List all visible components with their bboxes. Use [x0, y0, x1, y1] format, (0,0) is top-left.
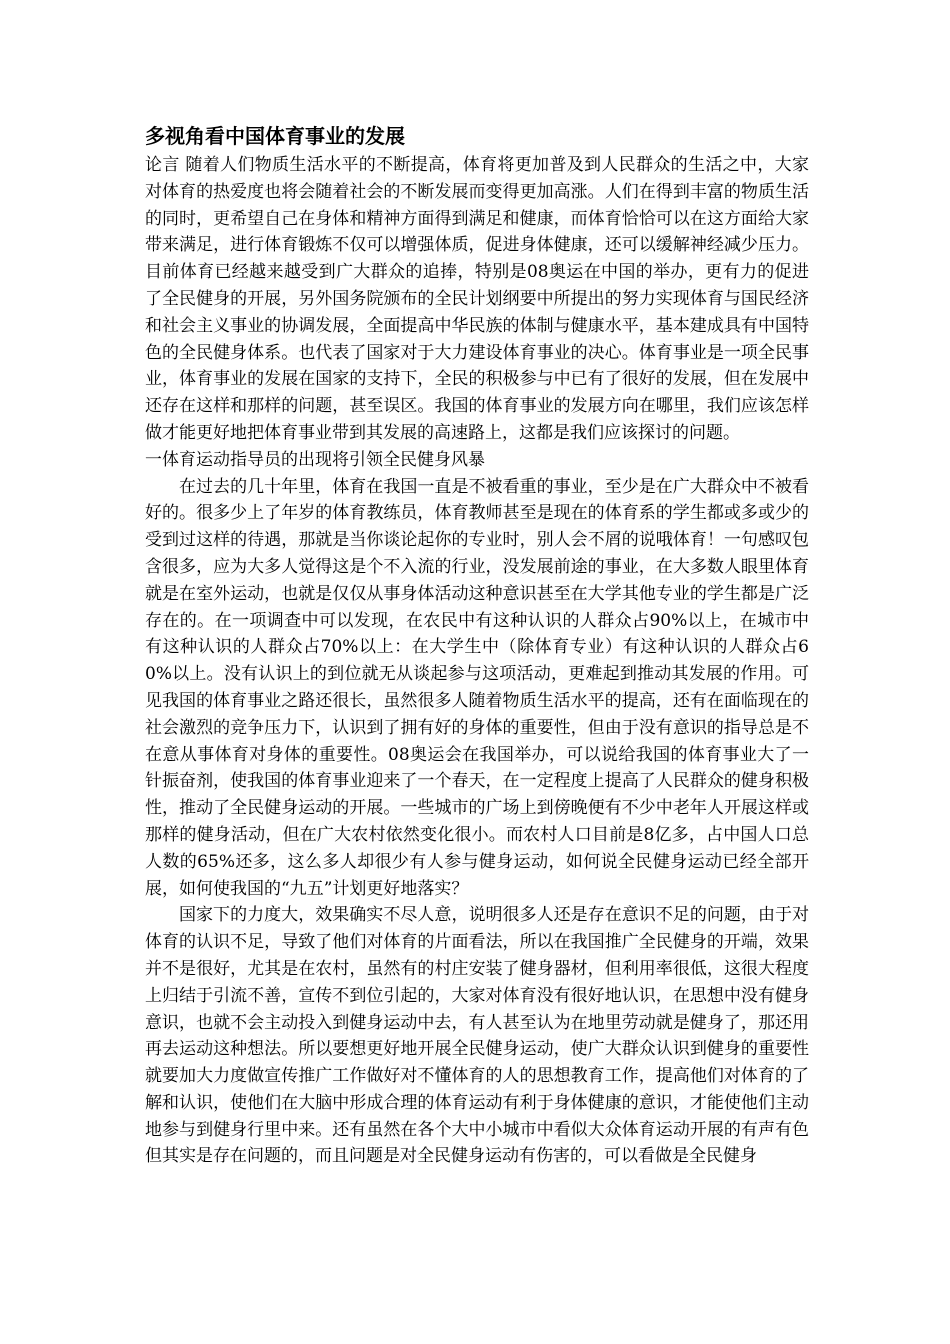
body-paragraph-1: 在过去的几十年里，体育在我国一直是不被看重的事业，至少是在广大群众中不被看好的。很多少上了年岁的体育教练员，体育教师甚至是现在的体育系的学生都或多或少的受到过这样的待遇，那就是当你谈论起你的专业时，别人会不屑的说哦体育！一句感叹包含很多，应为大多人觉得这是个不入流的行业，没发展前途的事业，在大多数人眼里体育就是在室外运动，也就是仅仅从事身体活动这种意识甚至在大学其他专业的学生都是广泛存在的。在一项调查中可以发现，在农民中有这种认识的人群众占90%以上，在城市中有这种认识的人群众占70%以上：在大学生中（除体育专业）有这种认识的人群众占60%以上。没有认识上的到位就无从谈起参与这项活动，更难起到推动其发展的作用。可见我国的体育事业之路还很长，虽然很多人随着物质生活水平的提高，还有在面临现在的社会激烈的竞争压力下，认识到了拥有好的身体的重要性，但由于没有意识的指导总是不在意从事体育对身体的重要性。08奥运会在我国举办，可以说给我国的体育事业大了一针振奋剂，使我国的体育事业迎来了一个春天，在一定程度上提高了人民群众的健身积极性，推动了全民健身运动的开展。一些城市的广场上到傍晚便有不少中老年人开展这样或那样的健身活动，但在广大农村依然变化很小。而农村人口目前是8亿多，占中国人口总人数的65%还多，这么多人却很少有人参与健身运动，如何说全民健身运动已经全部开展，如何使我国的“九五”计划更好地落实？: [145, 476, 809, 899]
body-paragraph-2: 国家下的力度大，效果确实不尽人意，说明很多人还是存在意识不足的问题，由于对体育的认识不足，导致了他们对体育的片面看法，所以在我国推广全民健身的开端，效果并不是很好，尤其是在农村，虽然有的村庄安装了健身器材，但利用率很低，这很大程度上归结于引流不善，宣传不到位引起的，大家对体育没有很好地认识，在思想中没有健身意识，也就不会主动投入到健身运动中去，有人甚至认为在地里劳动就是健身了，那还用再去运动这种想法。所以要想更好地开展全民健身运动，使广大群众认识到健身的重要性就要加大力度做宣传推广工作做好对不懂体育的人的思想教育工作，提高他们对体育的了解和认识，使他们在大脑中形成合理的体育运动有利于身体健康的意识，才能使他们主动地参与到健身行里中来。还有虽然在各个大中小城市中看似大众体育运动开展的有声有色但其实是存在问题的，而且问题是对全民健身运动有伤害的，可以看做是全民健身: [145, 905, 809, 1167]
document-page: [145, 120, 809, 1170]
intro-paragraph: 论言 随着人们物质生活水平的不断提高，体育将更加普及到人民群众的生活之中，大家对体育的热爱度也将会随着社会的不断发展而变得更加高涨。人们在得到丰富的物质生活的同时，更希望自己在身体和精神方面得到满足和健康，而体育恰恰可以在这方面给大家带来满足，进行体育锻炼不仅可以增强体质，促进身体健康，还可以缓解神经减少压力。目前体育已经越来越受到广大群众的追捧，特别是08奥运在中国的举办，更有力的促进了全民健身的开展，另外国务院颁布的全民计划纲要中所提出的努力实现体育与国民经济和社会主义事业的协调发展，全面提高中华民族的体制与健康水平，基本建成具有中国特色的全民健身体系。也代表了国家对于大力建设体育事业的决心。体育事业是一项全民事业，体育事业的发展在国家的支持下，全民的积极参与中已有了很好的发展，但在发展中还存在这样和那样的问题，甚至误区。我国的体育事业的发展方向在哪里，我们应该怎样做才能更好地把体育事业带到其发展的高速路上，这都是我们应该探讨的问题。: [145, 155, 809, 443]
section-heading: 一体育运动指导员的出现将引领全民健身风暴: [145, 449, 485, 470]
document-title: 多视角看中国体育事业的发展: [145, 124, 405, 148]
